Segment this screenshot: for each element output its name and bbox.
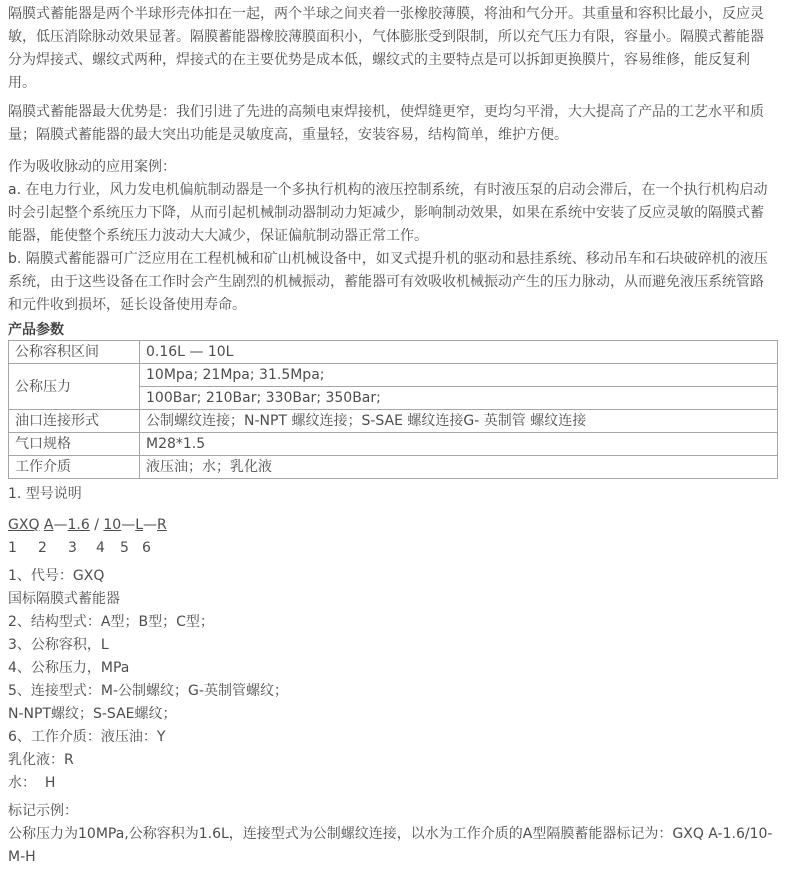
model-code-segment: L: [135, 517, 144, 533]
params-heading: 产品参数: [8, 322, 64, 338]
model-code-digits: [8, 537, 777, 560]
model-item: 4、公称压力，MPa: [8, 660, 130, 676]
page-content: [0, 3, 785, 869]
param-label: 气口规格: [9, 433, 140, 456]
model-item: 1、代号：GXQ: [8, 568, 105, 584]
table-row: [9, 433, 778, 456]
model-code-segment: R: [157, 517, 167, 533]
marking-example: [8, 800, 777, 869]
model-code-join: —: [53, 517, 68, 533]
application-cases: [8, 156, 777, 317]
model-code-segment: GXQ: [8, 517, 40, 533]
model-code-join: —: [121, 517, 136, 533]
digit-label: 3: [68, 540, 77, 556]
model-item: 乳化液：R: [8, 752, 74, 768]
model-item: 6、工作介质：液压油：Y: [8, 729, 166, 745]
digit-label: 4: [96, 540, 105, 556]
model-code-join: /: [89, 517, 104, 533]
model-item: 国标隔膜式蓄能器: [8, 591, 120, 607]
model-code-line: [8, 514, 777, 537]
model-item: 水： H: [8, 775, 56, 791]
param-value: 公制螺纹连接；N-NPT 螺纹连接；S-SAE 螺纹连接G- 英制管 螺纹连接: [140, 410, 778, 433]
digit-label: 5: [120, 540, 129, 556]
case-b-text: b. 隔膜式蓄能器可广泛应用在工程机械和矿山机械设备中，如叉式提升机的驱动和悬挂系统、移动吊车和石块破碎机的液压系统，由于这些设备在工作时会产生剧烈的机械振动，蓄能器可有效吸收机械振动产生的压力脉动，从而避免液压系统管路和元件收到损坏，延长设备使用寿命。: [8, 251, 768, 313]
model-item: 5、连接型式：M-公制螺纹；G-英制管螺纹；: [8, 683, 288, 699]
example-title: 标记示例：: [8, 803, 78, 819]
model-item: 3、公称容积，L: [8, 637, 109, 653]
model-code-segment: 1.6: [67, 517, 90, 533]
param-value: 10Mpa; 21Mpa; 31.5Mpa;: [140, 364, 778, 387]
digit-label: 2: [38, 540, 47, 556]
table-row: [9, 364, 778, 387]
intro-paragraph-2: 隔膜式蓄能器最大优势是：我们引进了先进的高频电束焊接机，使焊缝更窄，更均匀平滑，大大提高了产品的工艺水平和质量；隔膜式蓄能器的最大突出功能是灵敏度高，重量轻，安装容易，结构简单，维护方便。: [8, 104, 764, 143]
param-value: 100Bar; 210Bar; 330Bar; 350Bar;: [140, 387, 778, 410]
param-value: 0.16L — 10L: [140, 341, 778, 364]
param-label: 工作介质: [9, 456, 140, 479]
intro-paragraph-1: 隔膜式蓄能器是两个半球形壳体扣在一起，两个半球之间夹着一张橡胶薄膜，将油和气分开。其重量和容积比最小，反应灵敏，低压消除脉动效果显著。隔膜蓄能器橡胶薄膜面积小，气体膨胀受到限制，所以充气压力有限，容量小。隔膜式蓄能器分为焊接式、螺纹式两种，焊接式的在主要优势是成本低，螺纹式的主要特点是可以拆卸更换膜片，容易维修，能反复利用。: [8, 6, 764, 91]
model-item: 2、结构型式：A型；B型；C型；: [8, 614, 214, 630]
param-value: 液压油；水；乳化液: [140, 456, 778, 479]
model-code-join: —: [143, 517, 158, 533]
case-a-text: a. 在电力行业，风力发电机偏航制动器是一个多执行机构的液压控制系统，有时液压泵的启动会滞后，在一个执行机构启动时会引起整个系统压力下降，从而引起机械制动器制动力矩减少，影响制动效果，如果在系统中安装了反应灵敏的隔膜式蓄能器，能使整个系统压力波动大大减少，保证偏航制动器正常工作。: [8, 182, 768, 244]
param-value: M28*1.5: [140, 433, 778, 456]
model-code-segment: 10: [103, 517, 122, 533]
table-row: [9, 456, 778, 479]
param-label: 公称压力: [9, 364, 140, 410]
digit-label: 6: [142, 540, 151, 556]
table-row: [9, 410, 778, 433]
digit-label: 1: [8, 540, 17, 556]
param-label: 油口连接形式: [9, 410, 140, 433]
model-code-segment: A: [43, 517, 54, 533]
model-item: N-NPT螺纹；S-SAE螺纹；: [8, 706, 177, 722]
table-row: [9, 341, 778, 364]
example-text: 公称压力为10MPa,公称容积为1.6L，连接型式为公制螺纹连接，以水为工作介质的A型隔膜蓄能器标记为：GXQ A-1.6/10-M-H: [8, 826, 773, 865]
model-items-list: [8, 565, 777, 795]
param-label: 公称容积区间: [9, 341, 140, 364]
cases-title: 作为吸收脉动的应用案例：: [8, 159, 176, 175]
model-section-title: 1. 型号说明: [8, 486, 82, 502]
params-table: [8, 340, 778, 479]
